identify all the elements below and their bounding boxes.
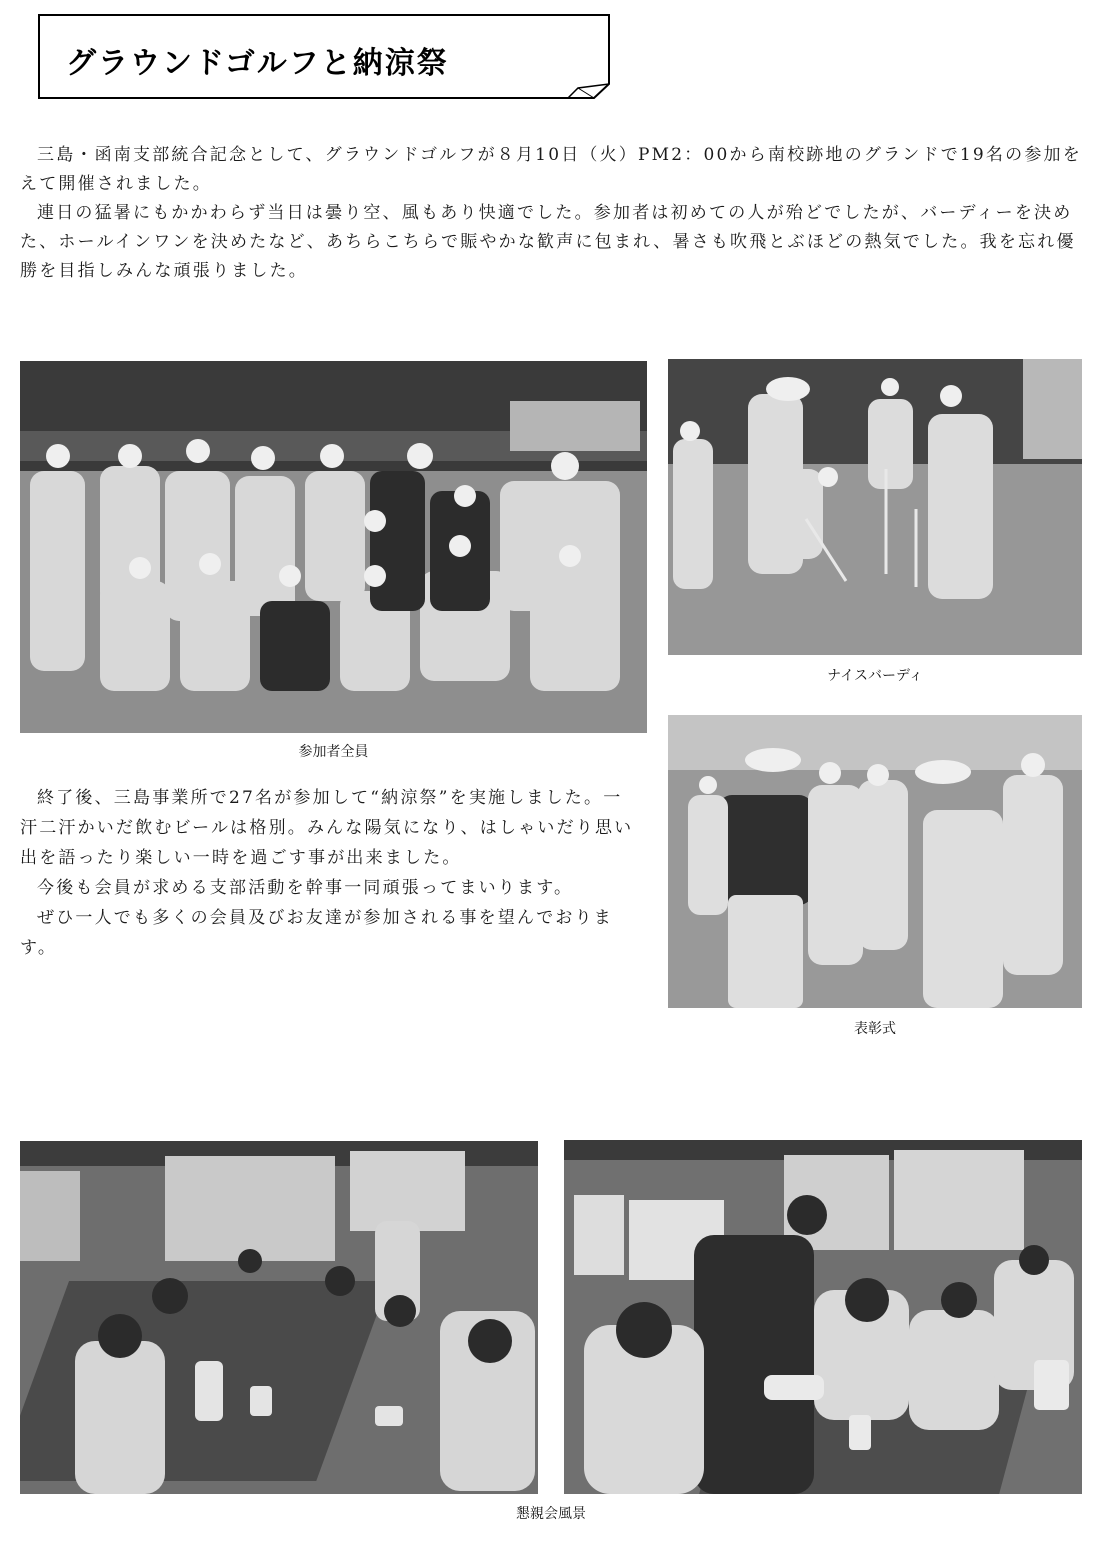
caption-party: 懇親会風景 [516,1506,586,1522]
closing-paragraph-1: 終了後、三島事業所で27名が参加して“納涼祭”を実施しました。一汗二汗かいだ飲むビールは格別。みんな陽気になり、はしゃいだり思い出を語ったり楽しい一時を過ごす事が出来ました。 [20,788,634,868]
photo-party-left [20,1141,538,1494]
intro-paragraph-1: 三島・函南支部統合記念として、グラウンドゴルフが８月10日（火）PM2：00から南校跡地のグランドで19名の参加をえて開催されました。 [20,145,1082,194]
intro-paragraph-2: 連日の猛暑にもかかわらず当日は曇り空、風もあり快適でした。参加者は初めての人が殆どでしたが、バーディーを決めた、ホールインワンを決めたなど、あちらこちらで賑やかな歓声に包まれ、暑さも吹飛とぶほどの熱気でした。我を忘れ優勝を目指しみんな頑張りました。 [20,203,1076,281]
closing-text [20,783,638,963]
photo-birdie [668,359,1082,655]
caption-award: 表彰式 [854,1021,896,1037]
photo-party-right [564,1140,1082,1494]
intro-text [20,141,1082,286]
title-banner [38,14,610,99]
closing-paragraph-3: ぜひ一人でも多くの会員及びお友達が参加される事を望んでおります。 [20,908,613,958]
caption-birdie: ナイスバーディ [827,668,923,684]
page-title: グラウンドゴルフと納涼祭 [66,46,449,81]
closing-paragraph-2: 今後も会員が求める支部活動を幹事一同頑張ってまいります。 [37,878,574,898]
photo-group [20,361,647,733]
photo-award [668,715,1082,1008]
caption-group: 参加者全員 [298,744,369,760]
